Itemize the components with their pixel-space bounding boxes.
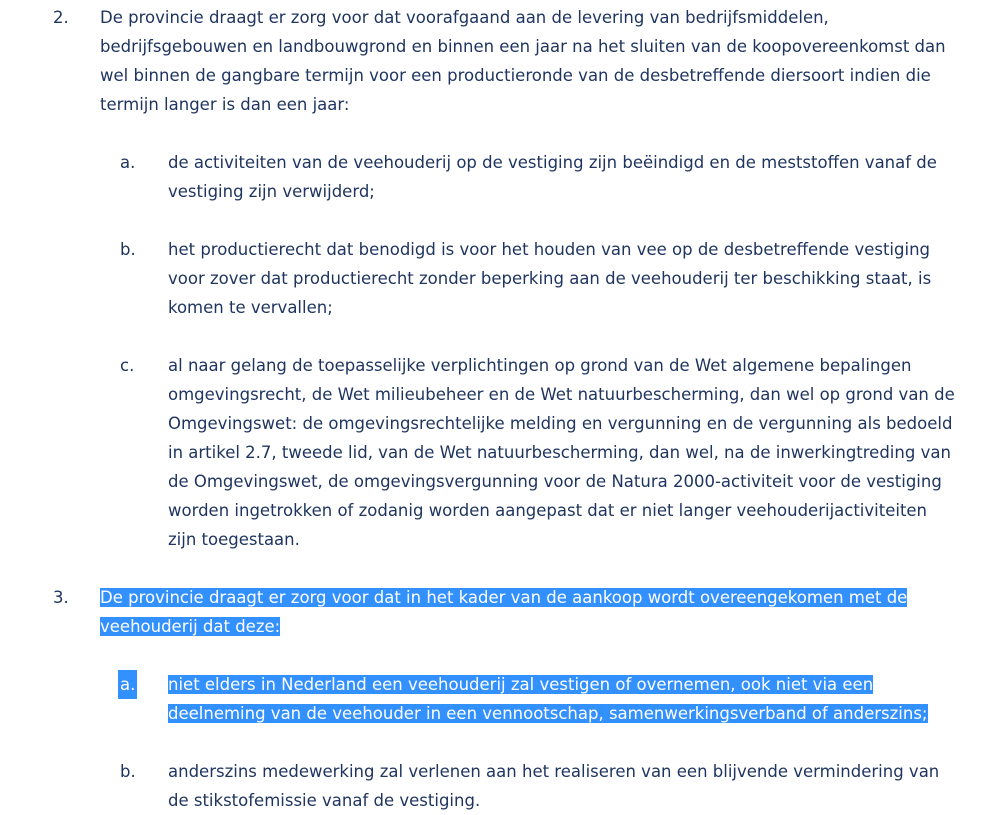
sub-item-text: al naar gelang de toepasselijke verplichtingen op grond van de Wet algemene bepalingen omgevingsrecht, de Wet milieubeheer en de Wet natuurbescherming, dan wel op grond van de Omgevingswet: de omgevingsrechtelijke melding en vergunning en de vergunning als bedoeld in artikel 2.7, tweede lid, van de Wet natuurbescherming, dan wel, na de inwerkingtreding van de Omgevingswet, de omgevingsvergunning voor de Natura 2000-activiteit voor de vestiging worden ingetrokken of zodanig worden aangepast dat er niet langer veehouderijactiviteiten zijn toegestaan. (168, 356, 955, 549)
sub-item-text-selected: niet elders in Nederland een veehouderij zal vestigen of overnemen, ook niet via een deelneming van de veehouder in een vennootschap, samenwerkingsverband of anderszins; (168, 675, 928, 723)
sub-item-text: het productierecht dat benodigd is voor het houden van vee op de desbetreffende vestiging voor zover dat productierecht zonder beperking aan de veehouderij ter beschikking staat, is komen te vervallen; (168, 240, 932, 317)
item-number: 2. (53, 8, 69, 27)
item-text-selected: De provincie draagt er zorg voor dat in het kader van de aankoop wordt overeengekomen met de veehouderij dat deze: (100, 588, 908, 636)
sub-item-letter: b. (120, 762, 136, 781)
sub-item-3a (0, 670, 1008, 728)
item-text: De provincie draagt er zorg voor dat voorafgaand aan de levering van bedrijfsmiddelen, bedrijfsgebouwen en landbouwgrond en binnen een jaar na het sluiten van de koopovereenkomst dan wel binnen de gangbare termijn voor een productieronde van de desbetreffende diersoort indien die termijn langer is dan een jaar: (100, 8, 946, 114)
sub-item-2a (0, 148, 1008, 206)
list-item-2 (0, 3, 1008, 119)
sub-item-letter: b. (120, 240, 136, 259)
sub-item-letter-selected: a. (118, 670, 137, 699)
sub-item-text: anderszins medewerking zal verlenen aan het realiseren van een blijvende vermindering van de stikstofemissie vanaf de vestiging. (168, 762, 940, 810)
sub-item-letter: c. (120, 356, 135, 375)
list-item-3 (0, 583, 1008, 641)
sub-item-3b (0, 757, 1008, 815)
document-body (0, 3, 1008, 815)
sub-item-2c (0, 351, 1008, 554)
sub-item-text: de activiteiten van de veehouderij op de vestiging zijn beëindigd en de meststoffen vanaf de vestiging zijn verwijderd; (168, 153, 937, 201)
sub-item-letter: a. (120, 153, 136, 172)
sub-item-2b (0, 235, 1008, 322)
item-number: 3. (53, 588, 69, 607)
